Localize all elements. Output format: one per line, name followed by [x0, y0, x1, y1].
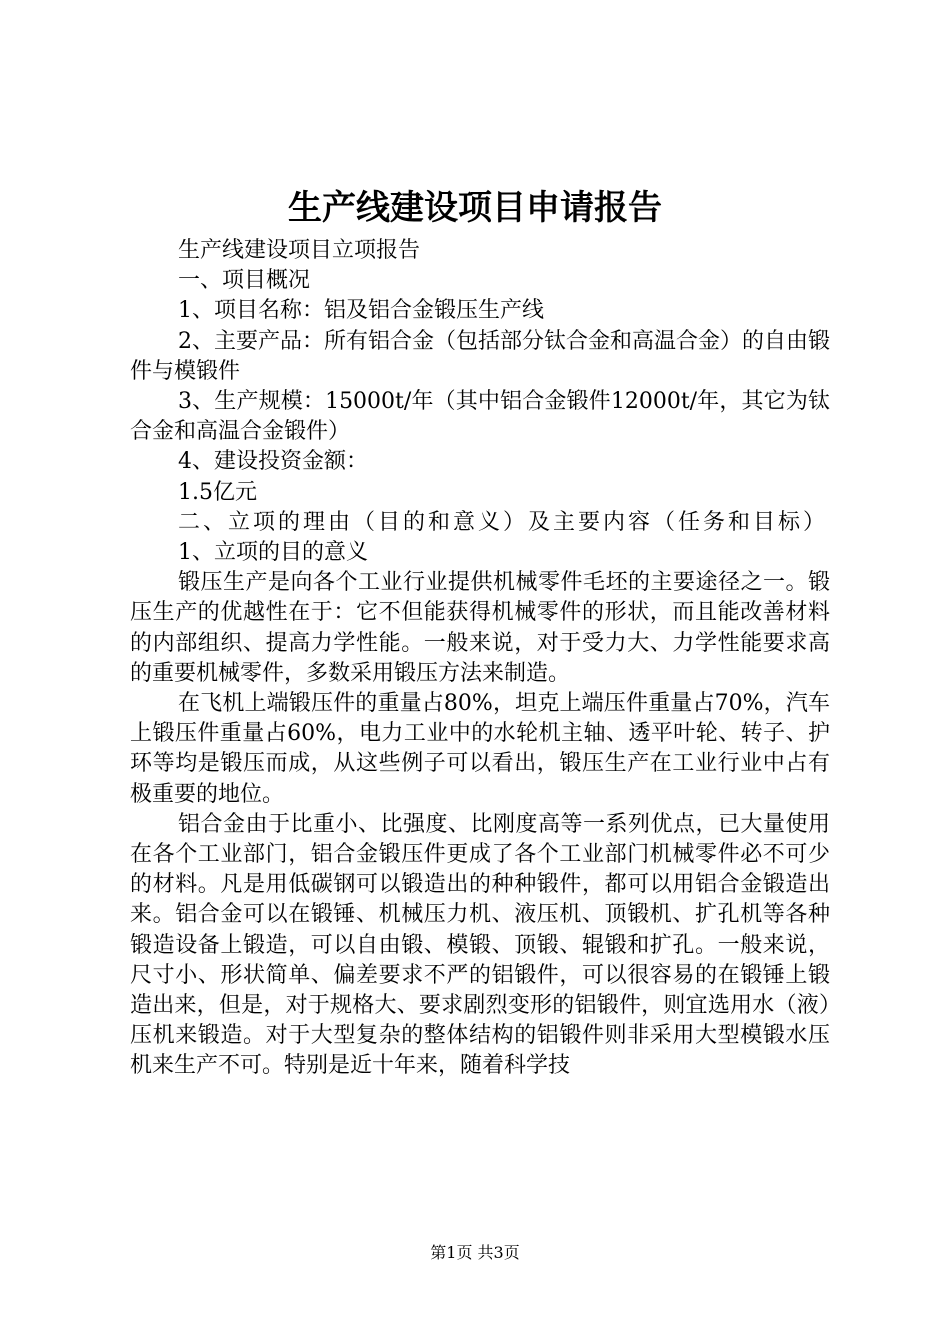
paragraph-forging-weight-share: 在飞机上端锻压件的重量占80%，坦克上端压件重量占70%，汽车上锻压件重量占60%，电力工业中的水轮机主轴、透平叶轮、转子、护环等均是锻压而成，从这些例子可以看出，锻压生产在工业行业中占有极重要的地位。	[130, 691, 830, 807]
investment-amount-value: 1.5亿元	[178, 479, 257, 505]
section-2-heading: 二、立项的理由（目的和意义）及主要内容（任务和目标）	[178, 509, 829, 535]
section-1-heading: 一、项目概况	[178, 268, 311, 294]
report-subtitle: 生产线建设项目立项报告	[178, 238, 421, 263]
main-products-item: 2、主要产品：所有铝合金（包括部分钛合金和高温合金）的自由锻件与模锻件	[130, 328, 830, 384]
paragraph-forging-overview: 锻压生产是向各个工业行业提供机械零件毛坯的主要途径之一。锻压生产的优越性在于：它不但能获得机械零件的形状，而且能改善材料的内部组织、提高力学性能。一般来说，对于受力大、力学性能要求高的重要机械零件，多数采用锻压方法来制造。	[130, 570, 830, 686]
document-title: 生产线建设项目申请报告	[288, 188, 662, 228]
document-body	[130, 236, 830, 1082]
page-footer: 第1页 共3页	[430, 1243, 520, 1262]
paragraph-aluminum-alloy: 铝合金由于比重小、比强度、比刚度高等一系列优点，已大量使用在各个工业部门，铝合金锻压件更成了各个工业部门机械零件必不可少的材料。凡是用低碳钢可以锻造出的种种锻件，都可以用铝合金锻造出来。铝合金可以在锻锤、机械压力机、液压机、顶锻机、扩孔机等各种锻造设备上锻造，可以自由锻、模锻、顶锻、辊锻和扩孔。一般来说，尺寸小、形状简单、偏差要求不严的铝锻件，可以很容易的在锻锤上锻造出来，但是，对于规格大、要求剧烈变形的铝锻件，则宜选用水（液）压机来锻造。对于大型复杂的整体结构的铝锻件则非采用大型模锻水压机来生产不可。特别是近十年来，随着科学技	[130, 811, 830, 1079]
purpose-subheading: 1、立项的目的意义	[178, 540, 368, 566]
project-name-item: 1、项目名称：铝及铝合金锻压生产线	[178, 298, 544, 324]
investment-amount-item: 4、建设投资金额：	[178, 449, 368, 475]
production-scale-item: 3、生产规模：15000t/年（其中铝合金锻件12000t/年，其它为钛合金和高温合金锻件）	[130, 389, 830, 445]
